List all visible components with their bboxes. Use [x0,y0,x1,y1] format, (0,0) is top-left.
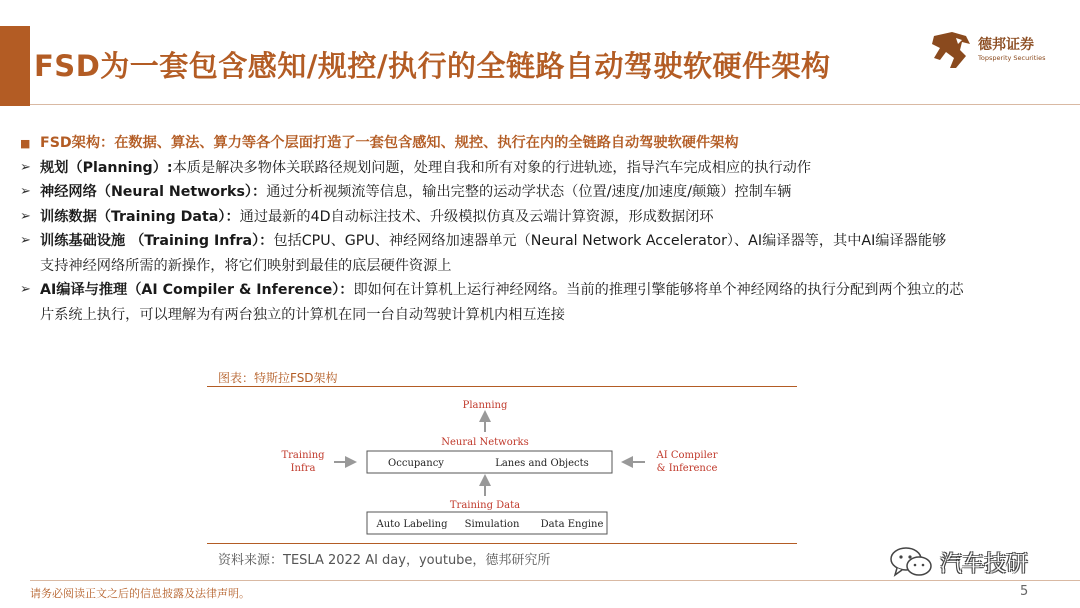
bullet-body: 通过最新的4D自动标注技术、升级模拟仿真及云端计算资源，形成数据闭环 [239,208,714,225]
bullet-continuation: 支持神经网络所需的新操作，将它们映射到最佳的底层硬件资源上 [40,257,452,274]
label-lanes-objects: Lanes and Objects [495,458,589,469]
bullet-planning [20,156,1065,181]
bullet-body: 本质是解决多物体关联路径规划问题，处理自我和所有对象的行进轨迹，指导汽车完成相应的执行动作 [172,159,812,176]
page-number: 5 [1020,584,1029,599]
arrow-bullet-icon: ➢ [20,184,31,199]
bullet-list [20,131,1065,327]
footer-divider [30,580,1080,581]
watermark-text: 汽车技研 [940,552,1029,577]
label-simulation: Simulation [464,519,520,530]
bullet-lead-text: FSD架构：在数据、算法、算力等各个层面打造了一套包含感知、规控、执行在内的全链路自动驾驶软硬件架构 [40,135,739,151]
label-ai-compiler-2: & Inference [656,463,718,474]
square-bullet-icon: ■ [20,137,31,150]
label-training-infra-2: Infra [290,463,316,474]
figure-label: 图表：特斯拉FSD架构 [218,371,338,385]
bullet-training-data [20,205,1065,230]
bullet-lead [20,131,1065,156]
figure-source: 资料来源：TESLA 2022 AI day，youtube，德邦研究所 [218,553,551,568]
label-training-infra-1: Training [281,450,325,461]
bullet-training-infra [20,229,1065,278]
wechat-icon [888,545,934,579]
bullet-head: AI编译与推理（AI Compiler & Inference）： [40,282,354,298]
bullet-body: 即如何在计算机上运行神经网络。当前的推理引擎能够将单个神经网络的执行分配到两个独立的芯 [353,282,964,298]
page-title: FSD为一套包含感知/规控/执行的全链路自动驾驶软硬件架构 [34,49,831,83]
footer-disclaimer: 请务必阅读正文之后的信息披露及法律声明。 [30,587,250,600]
title-accent-bar [0,26,30,106]
bullet-head: 神经网络（Neural Networks）： [40,184,267,200]
bullet-neural-networks [20,180,1065,205]
title-divider [30,104,1080,105]
wechat-watermark [888,545,1058,581]
label-data-engine: Data Engine [540,519,604,530]
company-logo [930,30,1060,70]
bullet-body: 包括CPU、GPU、神经网络加速器单元（Neural Network Accelerator）、AI编译器等，其中AI编译器能够 [273,233,947,249]
arrow-bullet-icon: ➢ [20,159,31,175]
topsperity-logo-icon [930,30,974,70]
figure-top-rule [207,386,797,387]
logo-chinese-name: 德邦证券 [978,37,1034,53]
bullet-head: 训练数据（Training Data）： [40,208,240,225]
logo-english-name: Topsperity Securities [978,54,1046,62]
bullet-continuation: 片系统上执行，可以理解为有两台独立的计算机在同一台自动驾驶计算机内相互连接 [40,306,565,323]
label-neural-networks: Neural Networks [441,437,529,448]
bullet-head: 训练基础设施 （Training Infra）： [40,233,274,249]
bullet-head: 规划（Planning）: [40,159,173,176]
fsd-architecture-diagram [207,390,797,540]
figure-bottom-rule [207,543,797,544]
label-auto-labeling: Auto Labeling [376,519,448,530]
label-occupancy: Occupancy [388,458,444,469]
label-ai-compiler-1: AI Compiler [656,450,718,461]
arrow-bullet-icon: ➢ [20,208,31,224]
arrow-bullet-icon: ➢ [20,282,31,297]
arrow-bullet-icon: ➢ [20,233,31,248]
bullet-ai-compiler [20,278,1065,327]
bullet-body: 通过分析视频流等信息，输出完整的运动学状态（位置/速度/加速度/颠簸）控制车辆 [266,184,792,200]
label-training-data: Training Data [449,500,521,511]
label-planning: Planning [462,400,508,411]
